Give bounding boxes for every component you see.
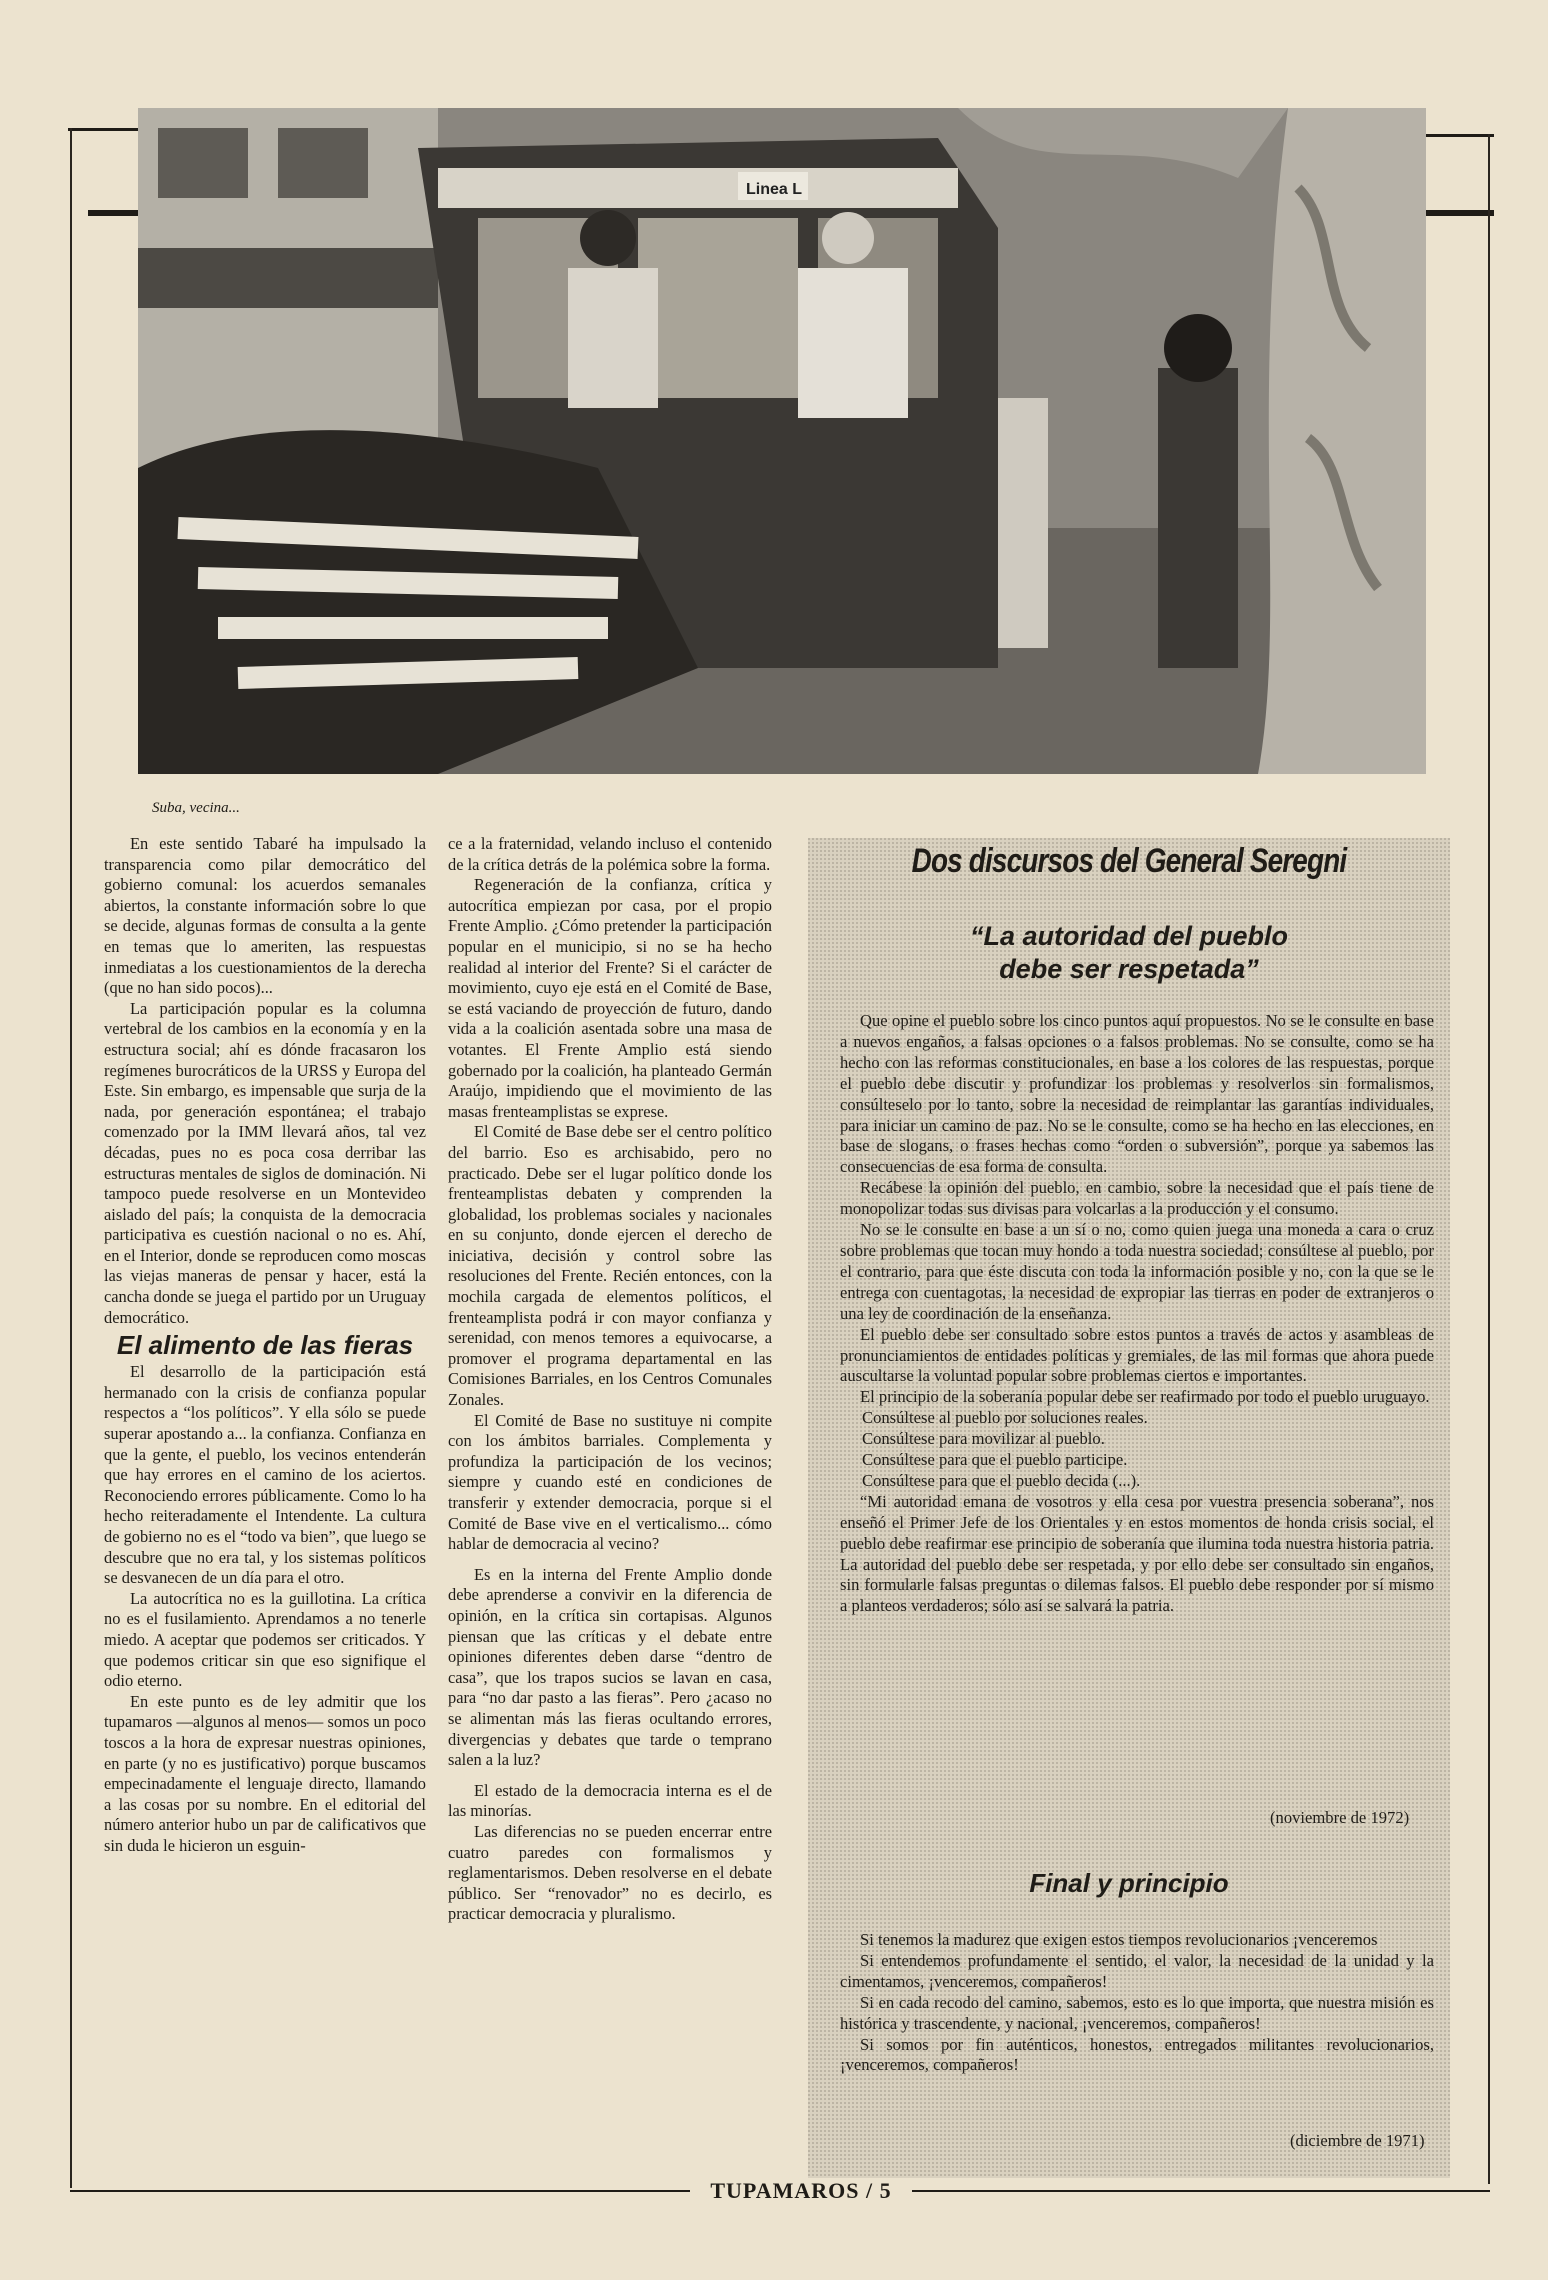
box2-paragraph-4: Si somos por fin auténticos, honestos, entregados militantes revolucionarios, ¡venceremos, compañeros! [840, 2034, 1434, 2075]
box-paragraph-4: El pueblo debe ser consultado sobre estos puntos a través de actos y asambleas de pronunciamientos de entidades políticas y gremiales, de las mil formas que ahora puede auscultarse la voluntad popular sobre problemas ciertos e importantes. [840, 1324, 1434, 1386]
box2-paragraph-2: Si entendemos profundamente el sentido, el valor, la necesidad de la unidad y la cimentamos, ¡venceremos, compañeros! [840, 1950, 1434, 1991]
tram-sign-text: Linea L [746, 181, 803, 198]
footer-rule-right [912, 2190, 1490, 2192]
rule-top-left [68, 128, 138, 131]
box-speech-1 [840, 1011, 1434, 1617]
col2-paragraph-7: Las diferencias no se pueden encerrar entre cuatro paredes con formalismos y reglamentarismos. Deben resolverse en el debate público. Ser “renovador” no es decirlo, es practicar democracia y pluralismo. [448, 1821, 772, 1924]
col2-paragraph-6: El estado de la democracia interna es el de las minorías. [448, 1780, 772, 1821]
photo-caption: Suba, vecina... [152, 800, 240, 816]
rule-right-vertical [1488, 134, 1490, 2184]
tram-photo [138, 108, 1426, 774]
box-list-item-4: Consúltese para que el pueblo decida (...). [862, 1470, 1141, 1490]
box-paragraph-5: El principio de la soberanía popular debe ser reafirmado por todo el pueblo uruguayo. [860, 1387, 1430, 1407]
box2-paragraph-1: Si tenemos la madurez que exigen estos tiempos revolucionarios ¡venceremos [860, 1930, 1378, 1949]
box-subtitle-final: Final y principio [1029, 1868, 1229, 1898]
box-date-1: (noviembre de 1972) [1270, 1808, 1410, 1827]
col2-paragraph-1: ce a la fraternidad, velando incluso el contenido de la crítica detrás de la polémica sobre la forma. [448, 834, 772, 874]
box-paragraph-3: No se le consulte en base a un sí o no, como quien juega una moneda a cara o cruz sobre problemas que tocan muy hondo a toda nuestra sociedad; consúltese al pueblo, por el contrario, para que éste discuta con toda la información posible y no, con la que se le entrega con cuentagotas, la necesidad de expropiar las tierras en poder de extranjeros o una ley de coordinación de la enseñanza. [840, 1220, 1434, 1323]
col1-paragraph-1: En este sentido Tabaré ha impulsado la transparencia como pilar democrático del gobierno comunal: los acuerdos semanales abiertos, la constante información sobre lo que se decide, algunas formas de consulta a la gente en temas que lo ameriten, las respuestas inmediatas a los cuestionamientos de la derecha (que no han sido pocos)... [104, 834, 426, 998]
box-subtitle-line-2: debe ser respetada” [999, 954, 1259, 984]
col1-paragraph-3: El desarrollo de la participación está hermanado con la crisis de confianza popular respectos a “los políticos”. Y ella sólo se puede superar apostando a... la confianza. Confianza en que la gente, el pueblo, los vecinos entenderán que hay errores en el camino de los aciertos. Reconociendo errores públicamente. Como lo ha hecho reiteradamente el Intendente. La cultura de gobierno no es el “todo va bien”, que luego se descubre que no era tal, y los sistemas políticos se desvanecen de un día para el otro. [104, 1362, 426, 1588]
box-paragraph-2: Recábese la opinión del pueblo, en cambio, sobre la necesidad que el país tiene de monopolizar todas sus divisas para volcarlas a la producción y el consumo. [840, 1178, 1434, 1219]
footer-rule-left [70, 2190, 690, 2192]
col1-paragraph-5: En este punto es de ley admitir que los tupamaros —algunos al menos— somos un poco toscos a la hora de expresar nuestras opiniones, en parte (y no es justificativo) porque buscamos empecinadamente el lenguaje directo, llamando a las cosas por su nombre. En el editorial del número anterior hubo un par de calificativos que sin duda le hicieron un esguin- [104, 1691, 426, 1855]
col2-paragraph-2: Regeneración de la confianza, crítica y autocrítica empiezan por casa, por el propio Frente Amplio. ¿Cómo pretender la participación popular en el municipio, si no se ha hecho realidad al interior del Frente? Si el carácter de movimiento, cuyo eje está en el Comité de Base, se está vaciando de proyección de futuro, dando vida a la coalición asentada sobre una masa de votantes. El Frente Amplio está siendo gobernado por la coalición, ha planteado Germán Araújo, impidiendo que el movimiento de las masas frenteamplistas se exprese. [448, 875, 772, 1121]
box-speech-2 [840, 1930, 1434, 2076]
box-list-item-1: Consúltese al pueblo por soluciones reales. [862, 1408, 1148, 1428]
tram-photo-illustration [138, 108, 1426, 774]
col1-paragraph-4: La autocrítica no es la guillotina. La crítica no es el fusilamiento. Aprendamos a no tenerle miedo. A aceptar que podemos ser criticados. Y que podemos criticar sin que eso signifique el odio eterno. [104, 1588, 426, 1691]
rule-thick-left [88, 210, 140, 216]
rule-left-vertical [70, 128, 72, 2188]
box-list-item-2: Consúltese para movilizar al pueblo. [862, 1429, 1105, 1449]
box-date-2: (diciembre de 1971) [1290, 2131, 1425, 2150]
box-title: Dos discursos del General Seregni [911, 842, 1347, 880]
col2-paragraph-4: El Comité de Base no sustituye ni compite con los ámbitos barriales. Complementa y profundiza la participación de los vecinos; siempre y cuando esté en condiciones de transferir y extender democracia, porque si el Comité de Base vive en el verticalismo... cómo hablar de democracia al vecino? [448, 1410, 772, 1554]
column-1 [104, 834, 426, 1857]
box-subtitle-line-1: “La autoridad del pueblo [969, 921, 1288, 951]
box-subtitle [808, 920, 1450, 986]
col1-paragraph-2: La participación popular es la columna vertebral de los cambios en la economía y en la estructura social; ahí es dónde fracasaron los regímenes burocráticos de la URSS y Europa del Este. Sin embargo, es impensable que surja de la nada, por generación espontánea; el trabajo comenzado por la IMM llevará años, tal vez décadas, pues no es poca cosa derribar las estructuras mentales de siglos de dominación. Ni tampoco puede resolverse en un Montevideo aislado del país; la conquista de la democracia participativa es cuestión nacional o no es. Ahí, en el Interior, donde se reproducen como moscas las viejas maneras de pensar y hacer, está la cancha donde se juega el partido por un Uruguay democrático. [104, 998, 426, 1327]
footer-page-label: TUPAMAROS / 5 [710, 2178, 892, 2203]
box2-paragraph-3: Si en cada recodo del camino, sabemos, esto es lo que importa, que nuestra misión es histórica y trascendente, y nacional, ¡venceremos, compañeros! [840, 1992, 1434, 2033]
column-2 [448, 834, 772, 1925]
col2-paragraph-5: Es en la interna del Frente Amplio donde debe aprenderse a convivir en la diferencia de opinión, en la crítica sin cortapisas. Algunos piensan que las críticas y el debate entre opiniones diferentes deben darse “dentro de casa”, que los trapos sucios se lavan en casa, para “no dar pasto a las fieras”. Pero ¿acaso no se alimentan más las fieras ocultando errores, divergencias y debates que tarde o temprano salen a la luz? [448, 1564, 772, 1770]
rule-top-right [1420, 134, 1494, 137]
box-paragraph-1: Que opine el pueblo sobre los cinco puntos aquí propuestos. No se le consulte en base a nuevos engaños, a falsas opciones o a falsos problemas. No se consulte, como se ha hecho con las reformas constitucionales, en base a los colores de las respuestas, porque el pueblo debe discutir y profundizar los problemas y resolverlos sin formalismos, consúlteselo por lo tanto, sobre la necesidad de reimplantar las garantías individuales, para iniciar un camino de paz. No se le consulte, como se ha hecho en las elecciones, en base de slogans, o frases hechas como “orden o subversión”, porque ya sabemos las consecuencias de esa forma de consulta. [840, 1011, 1434, 1177]
subhead-el-alimento: El alimento de las fieras [116, 1330, 414, 1361]
col2-paragraph-3: El Comité de Base debe ser el centro político del barrio. Eso es archisabido, pero no practicado. Debe ser el lugar político donde los frenteamplistas debaten y comprenden la globalidad, los problemas sociales y nacionales en su conjunto, donde ejercen el derecho de iniciativa, decisión y control sobre las resoluciones del Frente. Recién entonces, con la mochila cargada de elementos políticos, el frenteamplista podrá ir con mayor confianza y serenidad, con menos temores a equivocarse, a promover el programa departamental en las Comisiones Barriales, en los Centros Comunales Zonales. [448, 1122, 772, 1410]
rule-thick-right [1420, 210, 1494, 216]
box-list-item-3: Consúltese para que el pueblo participe. [862, 1450, 1128, 1470]
box-quote-paragraph: “Mi autoridad emana de vosotros y ella cesa por vuestra presencia soberana”, nos enseñó el Primer Jefe de los Orientales y en estos momentos de honda crisis social, el pueblo debe reafirmar ese principio de soberanía que ilumina toda nuestra historia patria. La autoridad del pueblo debe ser respetada, y por ello debe ser consultado sin engaños, sin formularle falsas preguntas o dilemas falsos. El pueblo debe responder por sí mismo a planteos verdaderos; sólo así se salvará la patria. [840, 1491, 1434, 1616]
